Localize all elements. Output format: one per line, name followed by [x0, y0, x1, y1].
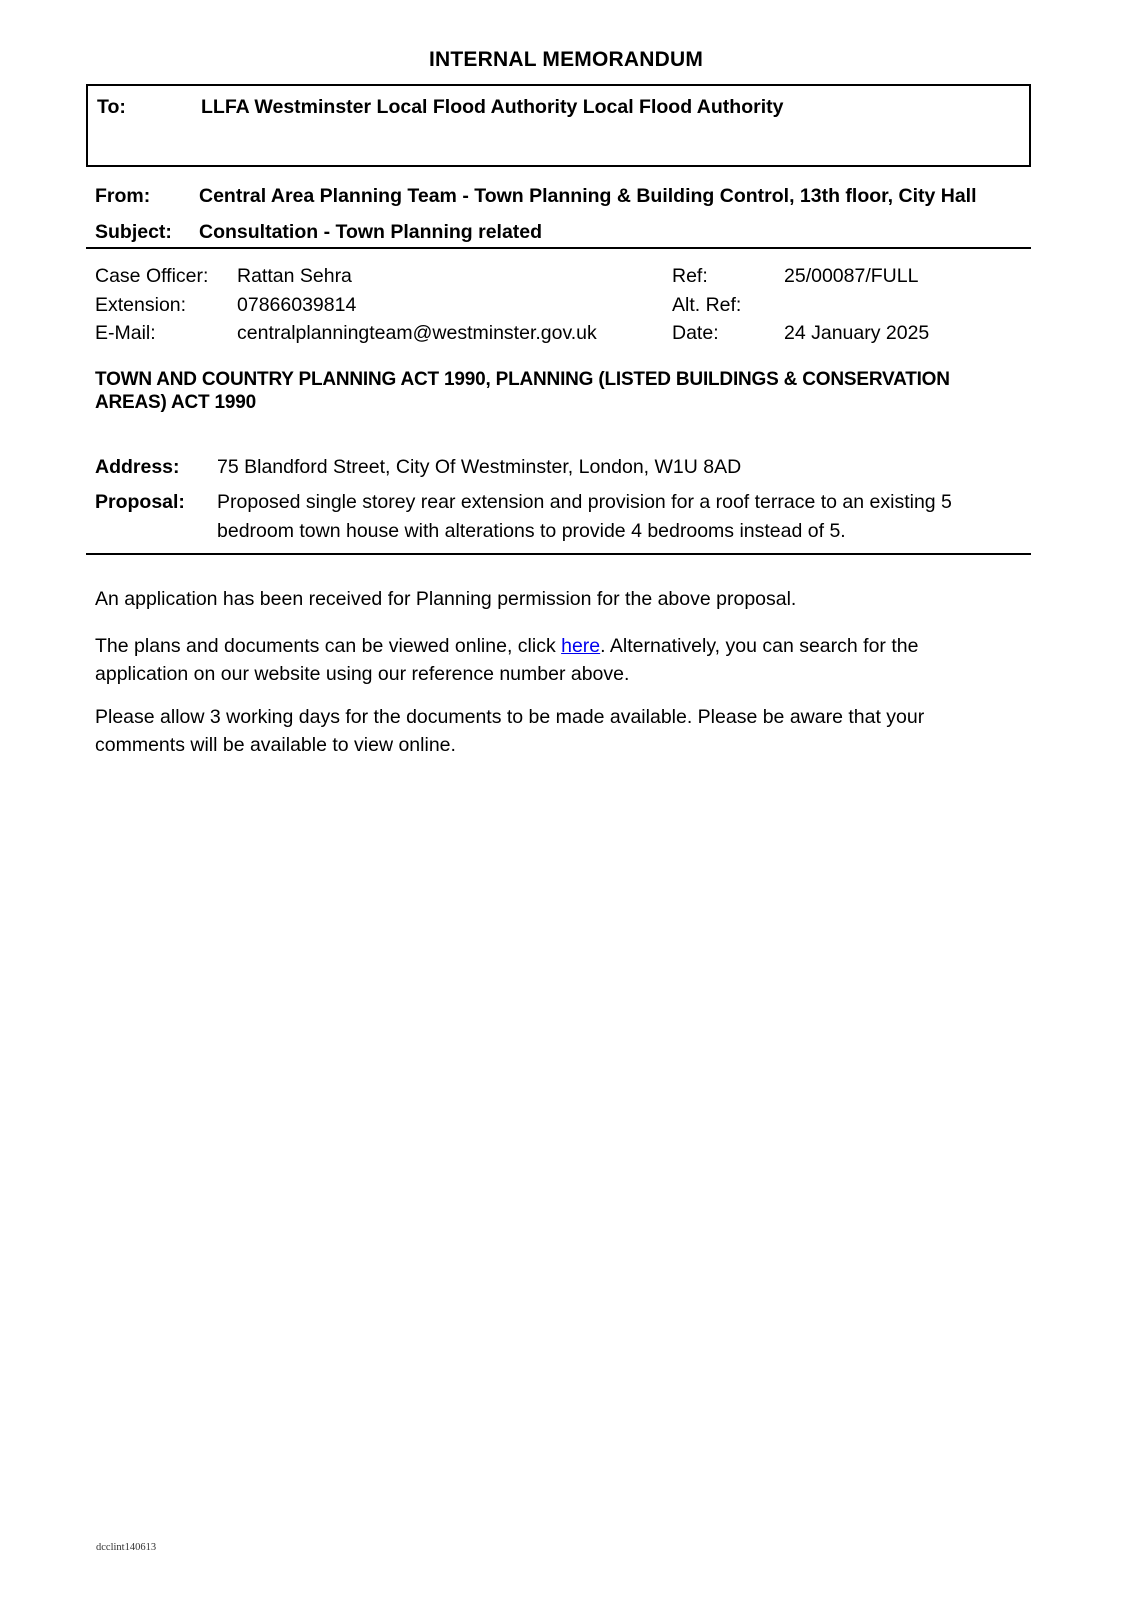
paragraph-application-received: An application has been received for Planning permission for the above proposal.: [95, 588, 797, 610]
alt-ref-row: [672, 291, 1037, 320]
from-label: From:: [95, 185, 151, 207]
divider-under-proposal: [86, 553, 1031, 555]
proposal-row: [95, 488, 1037, 545]
subject-label: Subject:: [95, 220, 172, 243]
email-value: centralplanningteam@westminster.gov.uk: [237, 322, 597, 344]
here-link[interactable]: here: [561, 634, 601, 657]
alt-ref-label: Alt. Ref:: [672, 293, 742, 316]
case-officer-value: Rattan Sehra: [237, 265, 352, 287]
ref-label: Ref:: [672, 265, 708, 287]
ref-row: [672, 262, 1037, 291]
extension-value: 07866039814: [237, 293, 357, 316]
date-row: [672, 319, 1037, 348]
proposal-value: Proposed single storey rear extension and provision for a roof terrace to an existing 5 bedroom town house with alterations to provide 4 bedrooms instead of 5.: [217, 491, 952, 542]
details-left-column: [95, 262, 672, 348]
address-row: [95, 453, 1037, 482]
acts-heading-line2: AREAS) ACT 1990: [95, 391, 257, 413]
to-row: [97, 93, 1019, 122]
subject-row: [95, 218, 1037, 247]
to-box: [86, 84, 1031, 167]
extension-label: Extension:: [95, 293, 187, 316]
details-section: [95, 262, 1037, 348]
email-row: [95, 319, 672, 348]
subject-value: Consultation - Town Planning related: [199, 220, 543, 243]
acts-heading: [95, 368, 1037, 414]
proposal-label: Proposal:: [95, 491, 185, 513]
paragraph-view-online-before: The plans and documents can be viewed online, click: [95, 634, 562, 657]
case-officer-label: Case Officer:: [95, 265, 209, 287]
paragraph-working-days: Please allow 3 working days for the documents to be made available. Please be aware that your comments will be available to view online.: [95, 705, 925, 756]
to-value: LLFA Westminster Local Flood Authority Local Flood Authority: [201, 96, 784, 118]
address-value: 75 Blandford Street, City Of Westminster, London, W1U 8AD: [217, 455, 742, 478]
footer-document-code: dcclint140613: [96, 1542, 157, 1553]
case-officer-row: [95, 262, 672, 291]
extension-row: [95, 291, 672, 320]
from-value: Central Area Planning Team - Town Planning & Building Control, 13th floor, City Hall: [199, 185, 977, 207]
paragraph-view-online: [95, 632, 1000, 689]
divider-under-subject: [86, 247, 1031, 249]
to-label: To:: [97, 96, 126, 118]
email-label: E-Mail:: [95, 322, 156, 344]
details-right-column: [672, 262, 1037, 348]
address-label: Address:: [95, 455, 180, 478]
from-row: [95, 182, 1037, 211]
memo-title: INTERNAL MEMORANDUM: [428, 48, 704, 71]
ref-value: 25/00087/FULL: [784, 265, 919, 287]
date-label: Date:: [672, 322, 719, 344]
acts-heading-line1: TOWN AND COUNTRY PLANNING ACT 1990, PLANNING (LISTED BUILDINGS & CONSERVATION: [95, 368, 950, 390]
paragraph-view-online-after: . Alternatively, you can search for the application on our website using our reference number above.: [95, 634, 919, 685]
date-value: 24 January 2025: [784, 322, 930, 344]
